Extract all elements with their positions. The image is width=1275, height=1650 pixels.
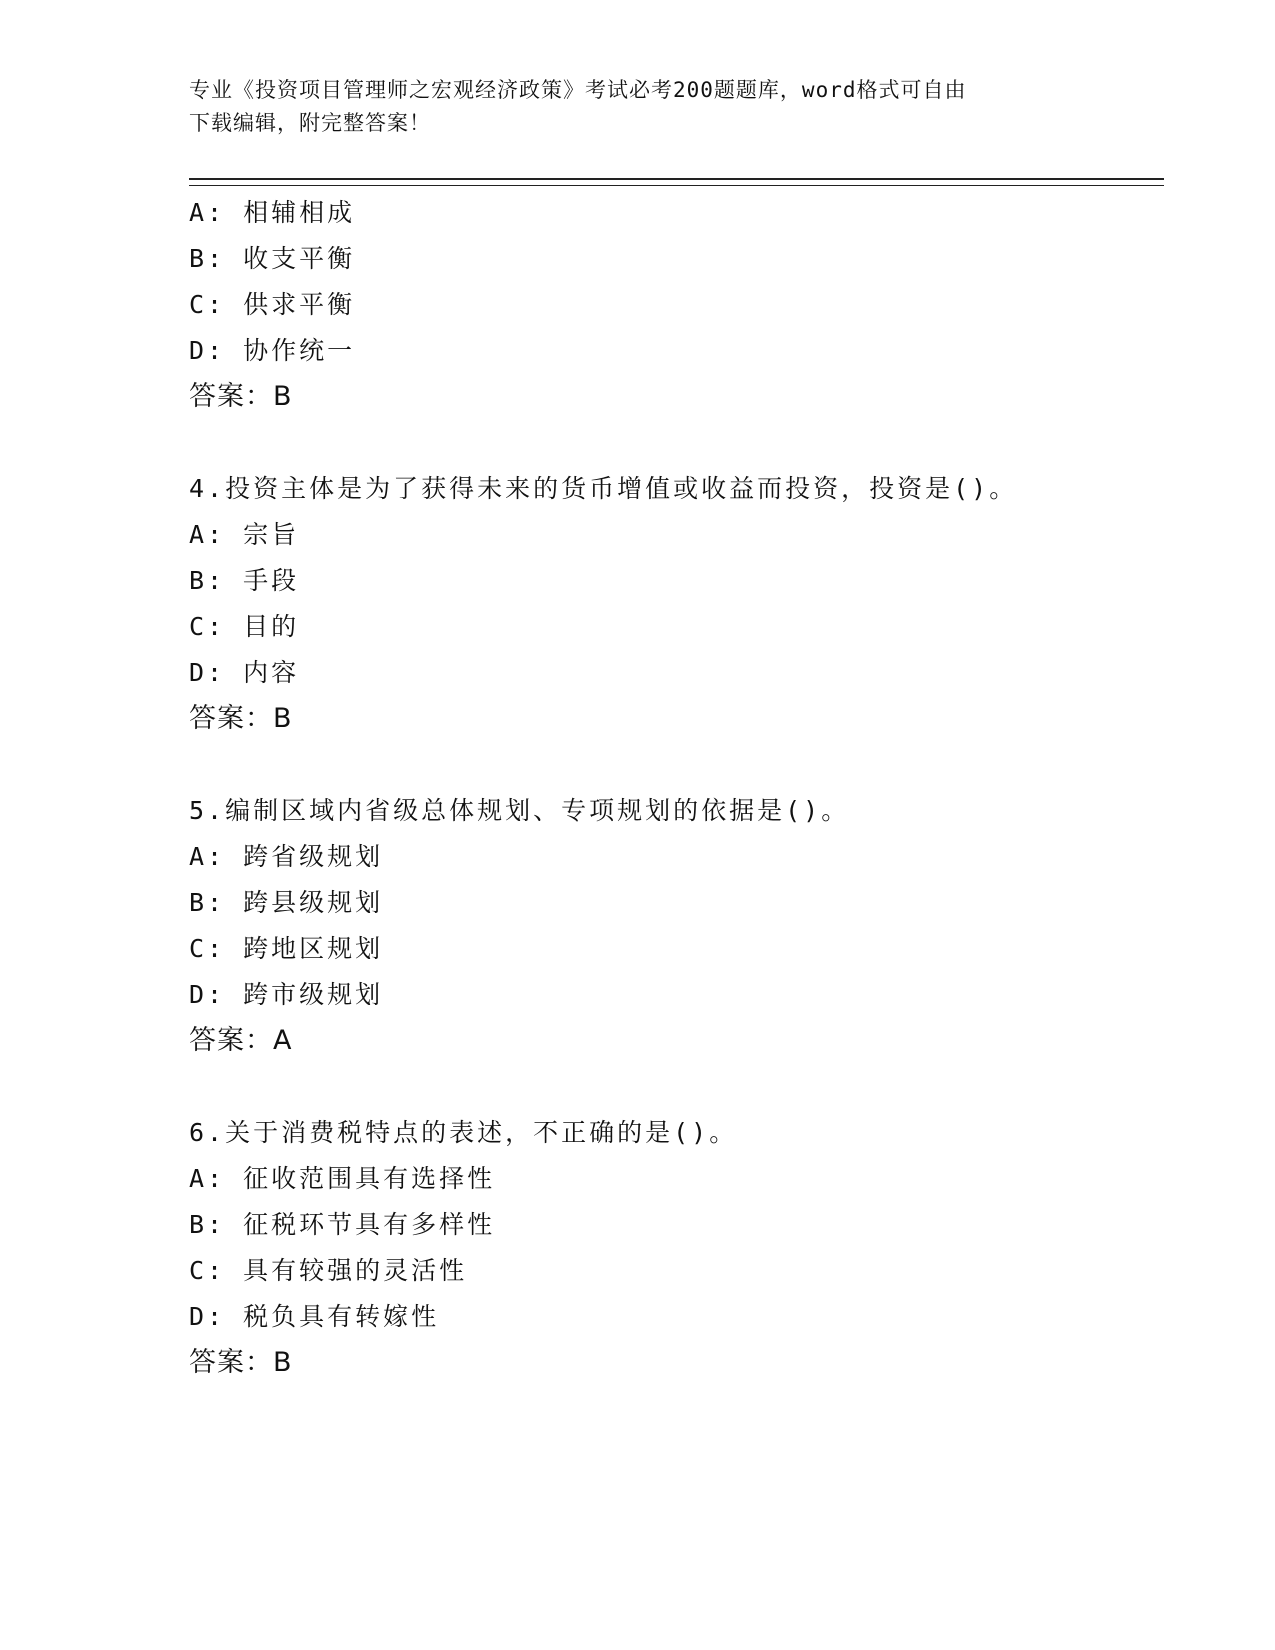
header-line-2: 下载编辑，附完整答案！ <box>189 111 431 135</box>
document-header <box>189 74 1089 140</box>
question-text: 6.关于消费税特点的表述，不正确的是()。 <box>189 1118 738 1147</box>
spacer <box>189 742 1164 788</box>
answer-line: 答案：B <box>189 703 293 734</box>
question-text: 5.编制区域内省级总体规划、专项规划的依据是()。 <box>189 796 850 825</box>
question-5-block <box>189 788 1164 1064</box>
spacer <box>189 1064 1164 1110</box>
question-text: 4.投资主体是为了获得未来的货币增值或收益而投资，投资是()。 <box>189 474 1018 503</box>
question-3-block <box>189 190 1164 420</box>
spacer <box>189 420 1164 466</box>
answer-line: 答案：A <box>189 1025 293 1056</box>
answer-line: 答案：B <box>189 1347 293 1378</box>
option-b: B: 收支平衡 <box>189 244 356 273</box>
option-b: B: 跨县级规划 <box>189 888 384 917</box>
header-line-1: 专业《投资项目管理师之宏观经济政策》考试必考200题题库，word格式可自由 <box>189 78 967 102</box>
option-d: D: 内容 <box>189 658 300 687</box>
option-c: C: 跨地区规划 <box>189 934 384 963</box>
option-c: C: 目的 <box>189 612 300 641</box>
answer-line: 答案：B <box>189 381 293 412</box>
option-a: A: 征收范围具有选择性 <box>189 1164 496 1193</box>
option-b: B: 手段 <box>189 566 300 595</box>
option-c: C: 具有较强的灵活性 <box>189 1256 468 1285</box>
question-list <box>189 190 1164 1386</box>
option-a: A: 宗旨 <box>189 520 300 549</box>
option-a: A: 跨省级规划 <box>189 842 384 871</box>
option-d: D: 税负具有转嫁性 <box>189 1302 440 1331</box>
option-d: D: 协作统一 <box>189 336 356 365</box>
question-6-block <box>189 1110 1164 1386</box>
option-a: A: 相辅相成 <box>189 198 356 227</box>
header-divider <box>189 178 1164 186</box>
option-c: C: 供求平衡 <box>189 290 356 319</box>
option-d: D: 跨市级规划 <box>189 980 384 1009</box>
option-b: B: 征税环节具有多样性 <box>189 1210 496 1239</box>
question-4-block <box>189 466 1164 742</box>
